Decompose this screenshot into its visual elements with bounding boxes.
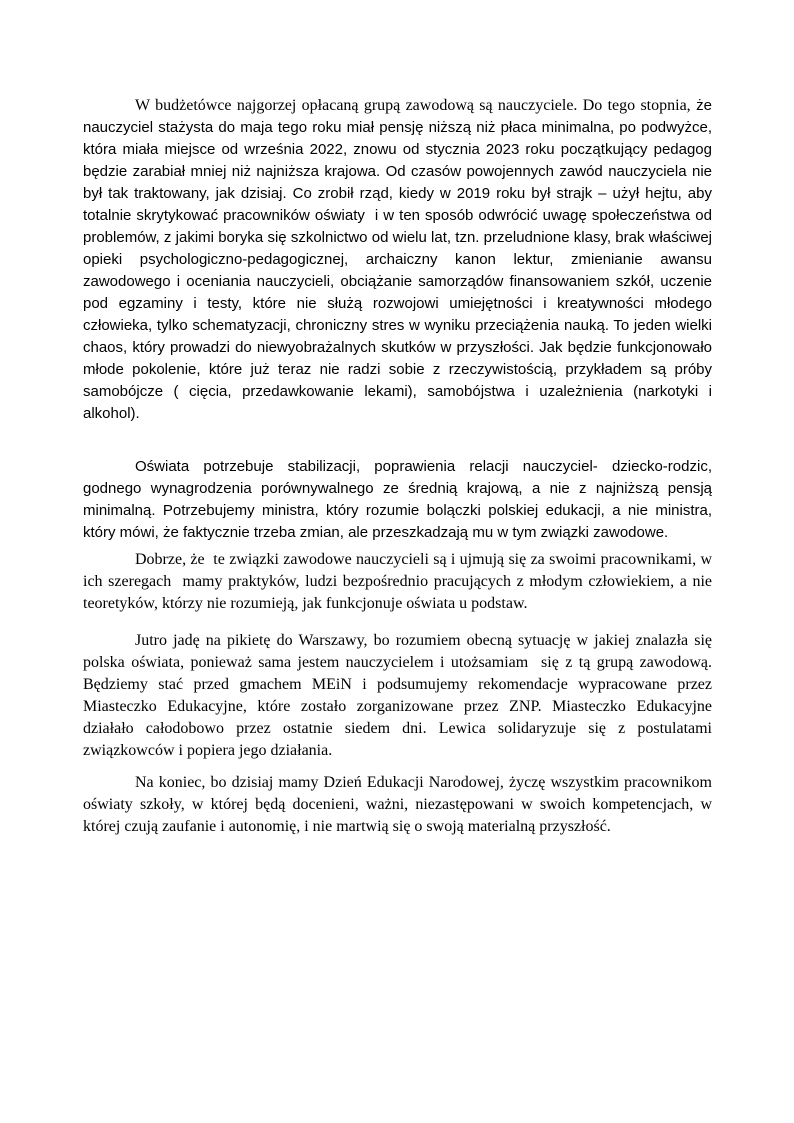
text-run-serif: Na koniec, bo dzisiaj mamy Dzień Edukacji Narodowej, życzę wszystkim pracownikom oświaty szkoły, w której będą docenieni, ważni, niezastępowani w swoich kompetencjach, w której czują zaufanie i autonomię, i nie martwią się o swoją materialną przyszłość. [83,774,712,835]
paragraph-picket-warsaw [83,630,712,762]
paragraph-teachers-pay [83,95,712,425]
text-run-serif: Dobrze, że te związki zawodowe nauczycieli są i ujmują się za swoimi pracownikami, w ich szeregach mamy praktyków, ludzi bezpośrednio pracujących z młodym człowiekiem, a nie teoretyków, którzy nie rozumieją, jak funkcjonuje oświata u podstaw. [83,551,712,612]
text-run-sans: że nauczyciel stażysta do maja tego roku miał pensję niższą niż płaca minimalna, po podwyżce, która miała miejsce od września 2022, znowu od stycznia 2023 roku początkujący pedagog będzie zarabiał mniej niż najniższa krajowa. Od czasów powojennych zawód nauczyciela nie był tak traktowany, jak dzisiaj. Co zrobił rząd, kiedy w 2019 roku był strajk – użył hejtu, aby totalnie skrytykować pracowników oświaty i w ten sposób odwrócić uwagę społeczeństwa od problemów, z jakimi boryka się szkolnictwo od wielu lat, tzn. przeludnione klasy, brak właściwej opieki psychologiczno-pedagogicznej, archaiczny kanon lektur, zmienianie awansu zawodowego i oceniania nauczycieli, obciążanie samorządów finansowaniem szkół, uczenie pod egzaminy i testy, które nie służą rozwojowi umiejętności i kreatywności młodego człowieka, tylko schematyzacji, chroniczny stres w wyniku przeciążenia nauką. To jeden wielki chaos, który prowadzi do niewyobrażalnych skutków w przyszłości. Jak będzie funkcjonowało młode pokolenie, które już teraz nie radzi sobie z rzeczywistością, przykładem są próby samobójcze ( cięcia, przedawkowanie lekami), samobójstwa i uzależnienia (narkotyki i alkohol). [83,97,712,422]
paragraph-unions [83,549,712,615]
text-run-serif: Jutro jadę na pikietę do Warszawy, bo rozumiem obecną sytuację w jakiej znalazła się polska oświata, ponieważ sama jestem nauczycielem i utożsamiam się z tą grupą zawodową. Będziemy stać przed gmachem MEiN i podsumujemy rekomendacje wypracowane przez Miasteczko Edukacyjne, które zostało zorganizowane przez ZNP. Miasteczko Edukacyjne działało całodobowo przez ostatnie siedem dni. Lewica solidaryzuje się z postulatami związkowców i popiera jego działania. [83,632,712,759]
text-run-serif: W budżetówce najgorzej opłacaną grupą zawodową są nauczyciele. Do tego stopnia, [135,97,691,114]
text-run-sans: Oświata potrzebuje stabilizacji, poprawienia relacji nauczyciel- dziecko-rodzic, godnego wynagrodzenia porównywalnego ze średnią krajową, a nie z najniższą pensją minimalną. Potrzebujemy ministra, który rozumie bolączki polskiej edukacji, a nie ministra, który mówi, że faktycznie trzeba zmian, ale przeszkadzają mu w tym związki zawodowe. [83,458,712,541]
paragraph-closing-wishes [83,772,712,838]
paragraph-education-needs [83,456,712,544]
